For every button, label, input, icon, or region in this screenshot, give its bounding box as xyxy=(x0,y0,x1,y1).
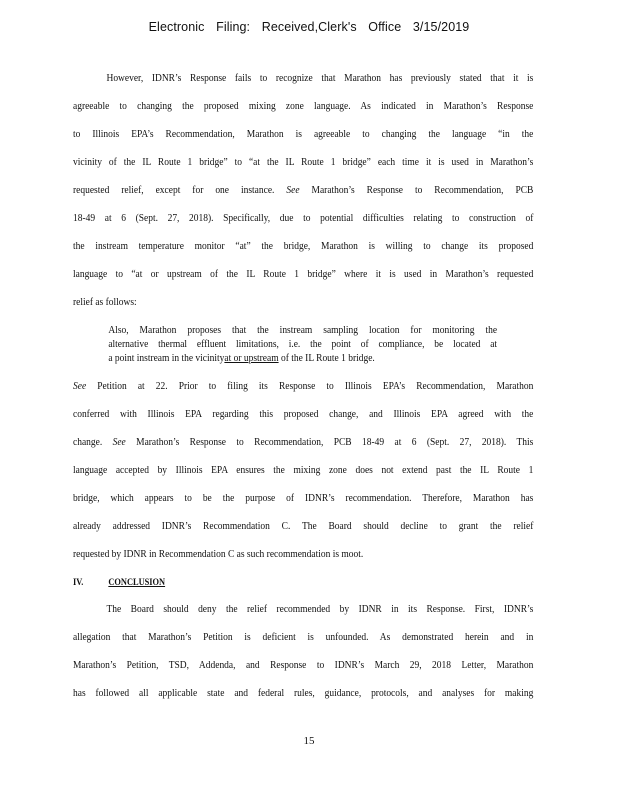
paragraph-line: The Board should deny the relief recommended by IDNR in its Response. First, IDNR’s xyxy=(106,604,534,615)
paragraph-line: has followed all applicable state and federal rules, guidance, protocols, and analyses for making xyxy=(73,688,534,699)
paragraph-line: requested by IDNR in Recommendation C as such recommendation is moot. xyxy=(73,549,364,560)
paragraph-line: allegation that Marathon’s Petition is deficient is unfounded. As demonstrated herein and in xyxy=(73,632,534,643)
paragraph-line-text: Petition at 22. Prior to filing its Response to Illinois EPA’s Recommendation, Marathon xyxy=(97,381,534,392)
paragraph-line-text: Marathon’s Response to Recommendation, PCB 18-49 at 6 (Sept. 27, 2018). This xyxy=(136,437,534,448)
paragraph-line: to Illinois EPA’s Recommendation, Marathon is agreeable to changing the language “in the xyxy=(73,129,534,140)
see-signal: See xyxy=(286,185,300,196)
block-quote-text: a point instream in the vicinity xyxy=(108,353,225,364)
see-signal: See xyxy=(112,437,126,448)
paragraph-line: already addressed IDNR’s Recommendation C. The Board should decline to grant the relief xyxy=(73,521,534,532)
paragraph-line: the instream temperature monitor “at” the bridge, Marathon is willing to change its proposed xyxy=(73,241,534,252)
block-quote-line: Also, Marathon proposes that the instream sampling location for monitoring the xyxy=(108,325,498,336)
paragraph-line xyxy=(73,436,533,450)
paragraph-line: However, IDNR’s Response fails to recognize that Marathon has previously stated that it is xyxy=(106,73,534,84)
section-title: CONCLUSION xyxy=(108,577,166,587)
paragraph-line: bridge, which appears to be the purpose of IDNR’s recommendation. Therefore, Marathon has xyxy=(73,493,534,504)
section-heading xyxy=(73,575,190,589)
paragraph-line: agreeable to changing the proposed mixing zone language. As indicated in Marathon’s Response xyxy=(73,101,534,112)
paragraph-line: Marathon’s Petition, TSD, Addenda, and Response to IDNR’s March 29, 2018 Letter, Marathon xyxy=(73,660,534,671)
paragraph-line: language to “at or upstream of the IL Route 1 bridge” where it is used in Marathon’s requested xyxy=(73,269,534,280)
paragraph-line-text: Marathon’s Response to Recommendation, PCB xyxy=(311,185,534,196)
paragraph-line: 18-49 at 6 (Sept. 27, 2018). Specifically, due to potential difficulties relating to construction of xyxy=(73,213,534,224)
page-header: Electronic Filing: Received,Clerk's Office 3/15/2019 xyxy=(148,20,470,34)
see-signal: See xyxy=(73,381,87,392)
block-quote-line: alternative thermal effluent limitations, i.e. the point of compliance, be located at xyxy=(108,339,498,350)
section-number: IV. xyxy=(73,577,84,587)
inserted-text: at or upstream xyxy=(224,353,279,364)
paragraph-line: vicinity of the IL Route 1 bridge” to “at the IL Route 1 bridge” each time it is used in Marathon’s xyxy=(73,157,534,168)
block-quote-line xyxy=(108,352,497,366)
block-quote-text: of the IL Route 1 bridge. xyxy=(280,353,375,364)
paragraph-line-text: change. xyxy=(73,437,103,448)
paragraph-line-text: requested relief, except for one instance. xyxy=(73,185,275,196)
paragraph-line xyxy=(73,380,533,394)
paragraph-line xyxy=(73,184,533,198)
page-number: 15 xyxy=(303,735,315,747)
paragraph-line: relief as follows: xyxy=(73,297,137,308)
paragraph-line: language accepted by Illinois EPA ensures the mixing zone does not extend past the IL Route 1 xyxy=(73,465,534,476)
paragraph-line: conferred with Illinois EPA regarding this proposed change, and Illinois EPA agreed with the xyxy=(73,409,534,420)
